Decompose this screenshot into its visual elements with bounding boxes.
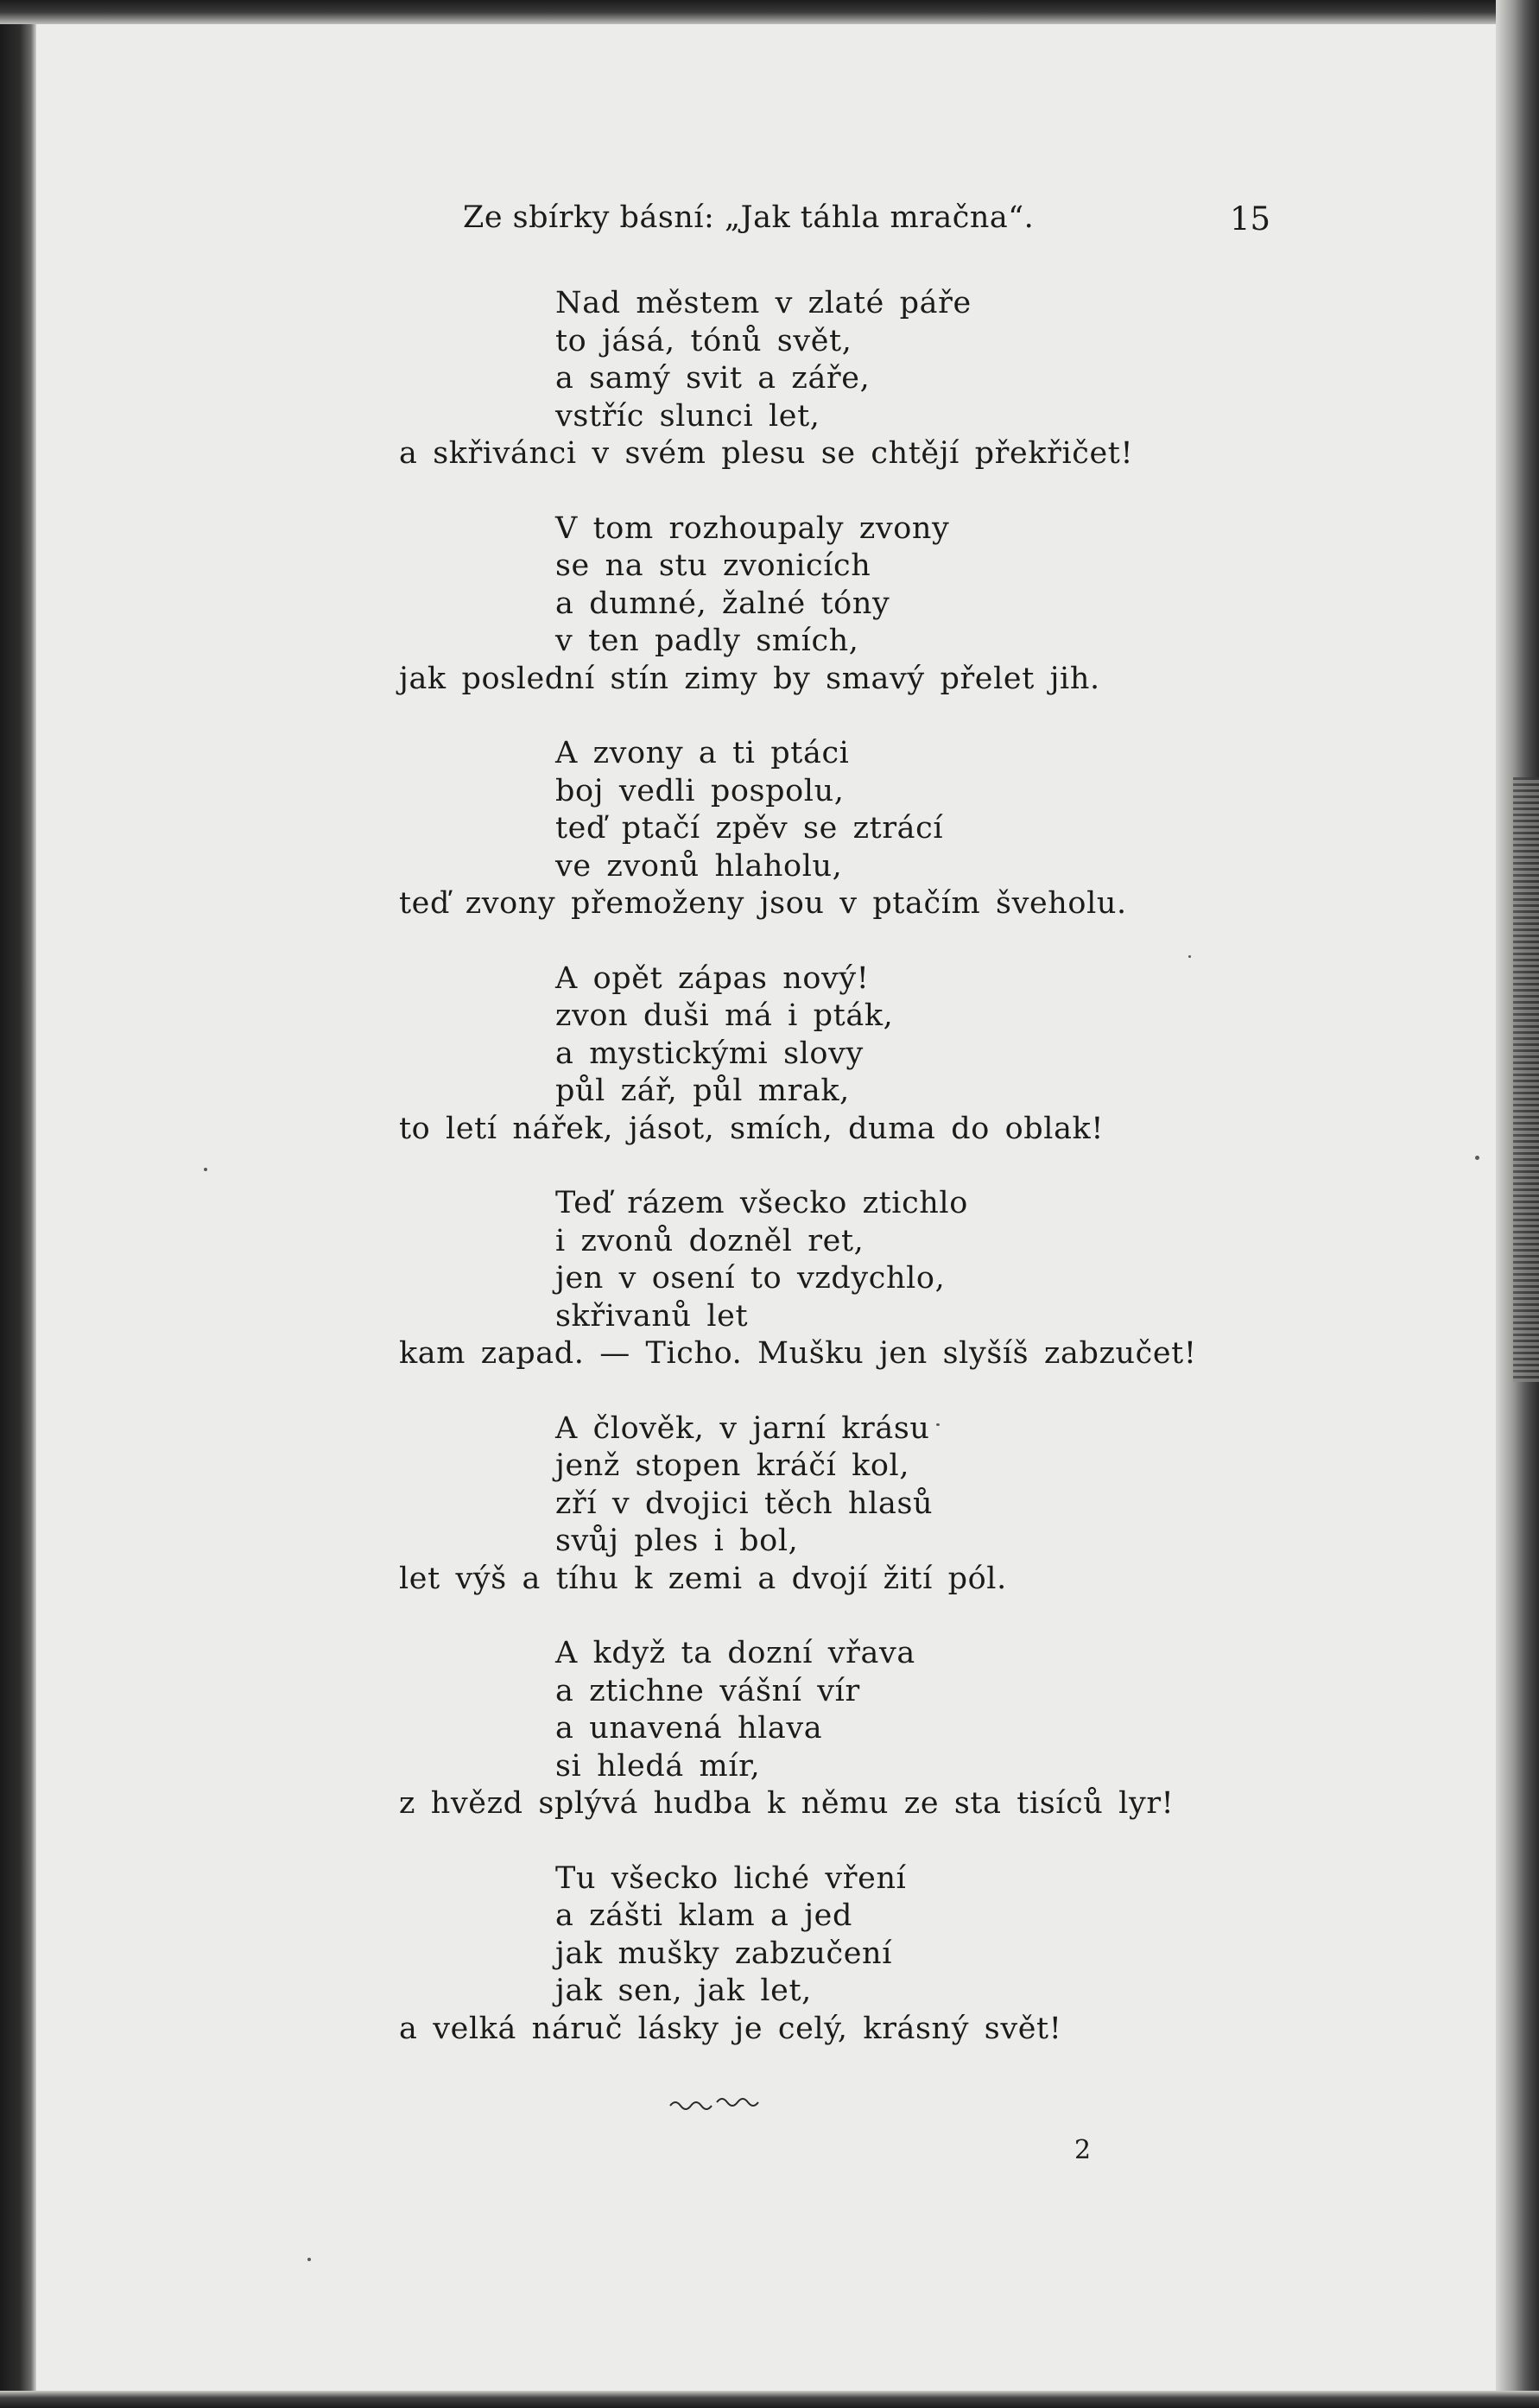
poem-line: skřivanů let — [555, 1298, 749, 1334]
poem-line: a dumné, žalné tóny — [555, 586, 890, 621]
poem-line: to jásá, tónů svět, — [555, 323, 852, 358]
poem-line: Teď rázem všecko ztichlo — [555, 1186, 968, 1220]
poem-line: Tu všecko liché vření — [555, 1860, 907, 1896]
paper-speck — [1188, 955, 1191, 958]
poem-line: a ztichne vášní vír — [555, 1673, 860, 1708]
stanza — [0, 735, 1539, 923]
poem-line: i zvonů dozněl ret, — [555, 1223, 864, 1258]
stanza — [0, 1185, 1539, 1373]
poem-line: a samý svit a záře, — [555, 361, 871, 396]
paper-speck — [936, 1423, 940, 1426]
stanza — [0, 1860, 1539, 2049]
stanza — [0, 960, 1539, 1149]
page-bottom-edge — [0, 2391, 1539, 2408]
poem-line-closing: jak poslední stín zimy by smavý přelet jih. — [399, 661, 1100, 696]
stanza — [0, 1635, 1539, 1823]
poem-line: Nad městem v zlaté páře — [555, 286, 972, 320]
stanza — [0, 510, 1539, 699]
poem-line: jen v osení to vzdychlo, — [555, 1261, 946, 1296]
poem-line-closing: a skřivánci v svém plesu se chtějí překřičet! — [399, 436, 1134, 471]
poem-line: A opět zápas nový! — [555, 960, 870, 996]
poem-line: a unavená hlava — [555, 1711, 823, 1746]
poem-line-closing: kam zapad. — Ticho. Mušku jen slyšíš zabzučet! — [399, 1336, 1197, 1371]
poem-line: svůj ples i bol, — [555, 1524, 799, 1558]
poem-line: ve zvonů hlaholu, — [555, 848, 843, 884]
poem-line: a zášti klam a jed — [555, 1898, 852, 1933]
running-title: Ze sbírky básní: „Jak táhla mračna“. — [463, 200, 1035, 235]
poem — [0, 285, 1539, 2085]
poem-line-closing: z hvězd splývá hudba k němu ze sta tisíců lyr! — [399, 1786, 1175, 1821]
poem-line-closing: teď zvony přemoženy jsou v ptačím šveholu. — [399, 886, 1127, 921]
poem-line: jak sen, jak let, — [555, 1974, 812, 2008]
poem-line-closing: let výš a tíhu k zemi a dvojí žití pól. — [399, 1561, 1007, 1596]
page-top-edge — [0, 0, 1539, 24]
signature-mark: 2 — [1074, 2135, 1092, 2165]
paper-speck — [204, 1168, 207, 1171]
wavy-line-ornament-icon — [668, 2094, 763, 2114]
poem-line: si hledá mír, — [555, 1748, 761, 1784]
poem-line-closing: to letí nářek, jásot, smích, duma do oblak! — [399, 1111, 1105, 1146]
poem-line: A člověk, v jarní krásu — [555, 1410, 930, 1446]
poem-line: A když ta dozní vřava — [555, 1636, 915, 1670]
poem-line: jak mušky zabzučení — [555, 1936, 892, 1971]
paper-speck — [307, 2258, 311, 2261]
poem-line: teď ptačí zpěv se ztrácí — [555, 811, 944, 846]
poem-line: boj vedli pospolu, — [555, 773, 845, 808]
poem-line: a mystickými slovy — [555, 1036, 864, 1071]
paper-speck — [1475, 1156, 1479, 1160]
poem-line: V tom rozhoupaly zvony — [555, 510, 950, 546]
poem-line: se na stu zvonicích — [555, 548, 871, 583]
poem-line: zří v dvojici těch hlasů — [555, 1486, 934, 1521]
poem-line: v ten padly smích, — [555, 624, 859, 658]
page-number: 15 — [1230, 200, 1271, 238]
stanza — [0, 285, 1539, 473]
poem-line: vstříc slunci let, — [555, 398, 820, 434]
poem-line: zvon duši má i pták, — [555, 998, 894, 1033]
poem-line: jenž stopen kráčí kol, — [555, 1448, 910, 1483]
stanza — [0, 1410, 1539, 1599]
poem-line: půl zář, půl mrak, — [555, 1074, 850, 1108]
poem-line: A zvony a ti ptáci — [555, 736, 850, 770]
poem-line-closing: a velká náruč lásky je celý, krásný svět! — [399, 2011, 1062, 2046]
